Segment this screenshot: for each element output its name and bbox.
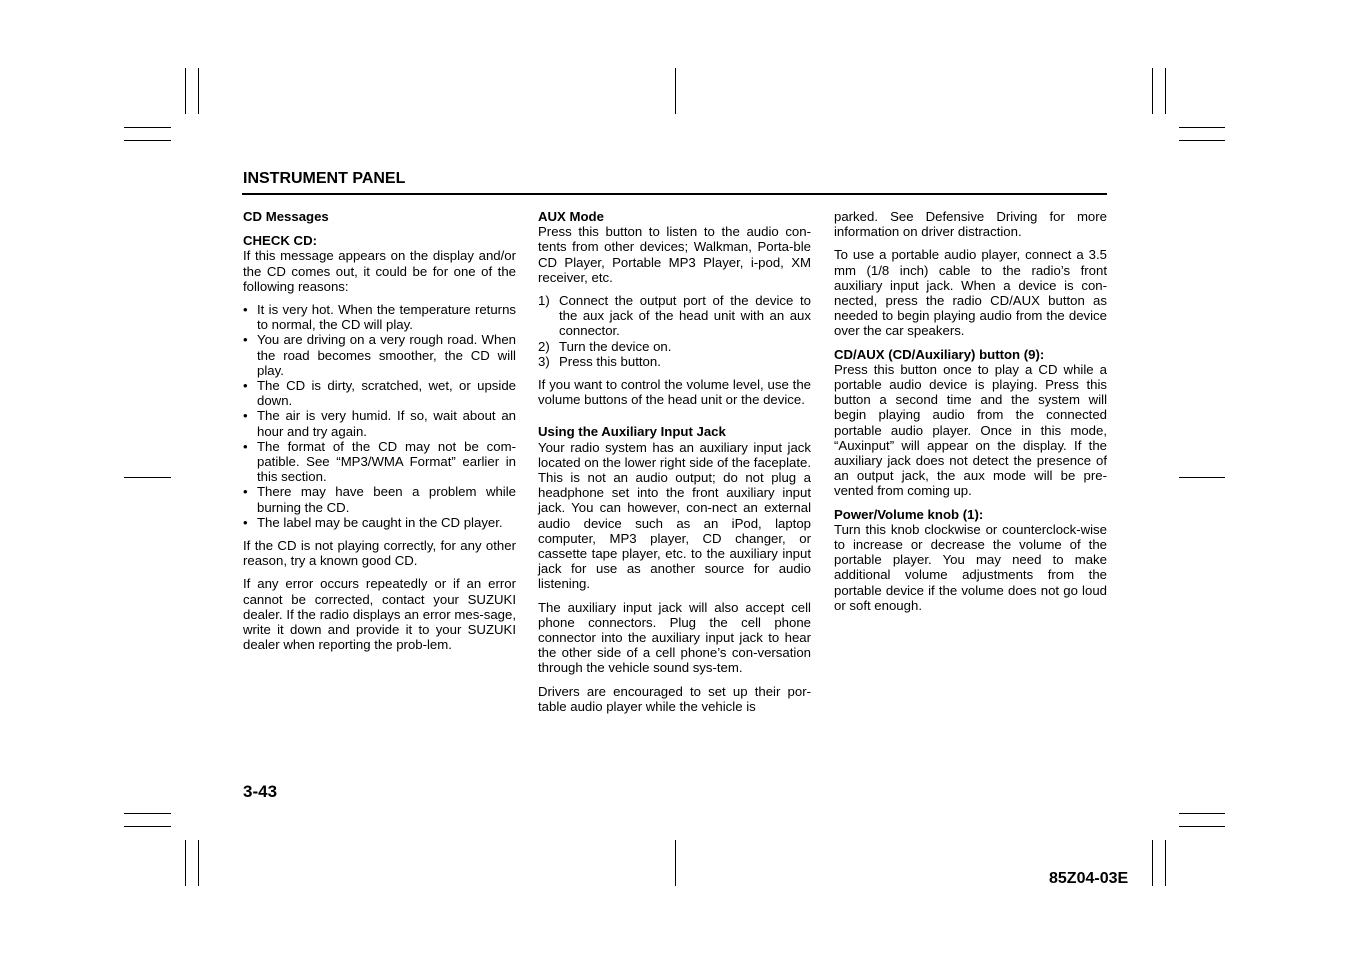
- crop-mark: [675, 68, 676, 114]
- list-item: • The label may be caught in the CD player.: [243, 515, 516, 530]
- crop-mark: [124, 826, 171, 827]
- page-number: 3-43: [243, 782, 278, 801]
- list-item: • The CD is dirty, scratched, wet, or upside down.: [243, 378, 516, 408]
- crop-mark: [124, 813, 171, 814]
- paragraph: Press this button once to play a CD while a portable audio device is playing. Press this button a second time and the system will begin playing audio from the connected portable audio player. Once in this mode, “Auxinput” will appear on the display. If the auxiliary jack does not detect the presence of an output jack, the aux mode will be pre-vented from coming up.: [834, 361, 1107, 499]
- check-cd-heading: CHECK CD:: [243, 233, 317, 249]
- steps-list: [538, 293, 811, 369]
- paragraph: Your radio system has an auxiliary input jack located on the lower right side of the faceplate. This is not an audio output; do not plug a headphone set into the front auxiliary input jack. You can however, con-nect an external audio device such as an iPod, laptop computer, MP3 player, CD changer, or cassette tape player, etc. to the auxiliary input jack for use as another source for audio listening.: [538, 439, 811, 592]
- check-cd-intro: If this message appears on the display and/or the CD comes out, it could be for one of the following reasons:: [243, 248, 516, 294]
- cd-aux-button-heading: CD/AUX (CD/Auxiliary) button (9):: [834, 346, 1045, 362]
- list-item: [538, 339, 811, 354]
- aux-mode-intro: Press this button to listen to the audio con-tents from other devices; Walkman, Porta-ble CD Player, Portable MP3 Player, i-pod, XM receiver, etc.: [538, 224, 811, 285]
- crop-mark: [185, 840, 186, 886]
- paragraph: If you want to control the volume level, use the volume buttons of the head unit or the device.: [538, 377, 811, 408]
- paragraph: parked. See Defensive Driving for more information on driver distraction.: [834, 209, 1107, 240]
- column-2: [538, 209, 811, 722]
- cd-messages-heading: CD Messages: [243, 209, 329, 224]
- paragraph: If the CD is not playing correctly, for any other reason, try a known good CD.: [243, 538, 516, 569]
- power-volume-knob-heading: Power/Volume knob (1):: [834, 506, 984, 522]
- list-item: • It is very hot. When the temperature returns to normal, the CD will play.: [243, 302, 516, 332]
- paragraph: To use a portable audio player, connect a 3.5 mm (1/8 inch) cable to the radio’s front auxiliary input jack. When a device is con-nected, press the radio CD/AUX button as needed to begin playing audio from the device over the car speakers.: [834, 247, 1107, 339]
- column-3: [834, 209, 1107, 621]
- document-code: 85Z04-03E: [1049, 870, 1129, 887]
- list-item: [538, 354, 811, 369]
- crop-mark: [1179, 826, 1225, 827]
- list-item: [538, 293, 811, 339]
- step-number: 1): [538, 293, 550, 309]
- list-item: • The air is very humid. If so, wait about an hour and try again.: [243, 408, 516, 438]
- step-number: 2): [538, 338, 550, 354]
- column-1: [243, 209, 516, 660]
- paragraph: Turn this knob clockwise or counterclock-wise to increase or decrease the volume of the portable player. You may need to make additional volume adjustments from the portable device if the volume does not go loud or soft enough.: [834, 521, 1107, 613]
- step-number: 3): [538, 353, 550, 369]
- paragraph: The auxiliary input jack will also accept cell phone connectors. Plug the cell phone connector into the auxiliary input jack to hear the other side of a cell phone’s con-versation through the vehicle sound sys-tem.: [538, 599, 811, 676]
- crop-mark: [1179, 127, 1225, 128]
- crop-mark: [1165, 68, 1166, 114]
- aux-jack-heading: Using the Auxiliary Input Jack: [538, 424, 726, 440]
- crop-mark: [1152, 840, 1153, 886]
- crop-mark: [198, 840, 199, 886]
- crop-mark: [675, 840, 676, 886]
- crop-mark: [124, 140, 171, 141]
- step-text: Connect the output port of the device to the aux jack of the head unit with an aux connector.: [559, 293, 811, 339]
- crop-mark: [1179, 813, 1225, 814]
- crop-mark: [185, 68, 186, 114]
- crop-mark: [1152, 68, 1153, 114]
- crop-mark: [1179, 140, 1225, 141]
- aux-mode-heading: AUX Mode: [538, 209, 604, 224]
- crop-mark: [198, 68, 199, 114]
- crop-mark: [124, 127, 171, 128]
- list-item: • You are driving on a very rough road. When the road becomes smoother, the CD will play.: [243, 332, 516, 378]
- crop-mark: [1165, 840, 1166, 886]
- list-item: • There may have been a problem while burning the CD.: [243, 484, 516, 514]
- section-title: INSTRUMENT PANEL: [243, 170, 406, 187]
- step-text: Turn the device on.: [559, 338, 672, 354]
- title-rule: [242, 193, 1107, 195]
- paragraph: If any error occurs repeatedly or if an error cannot be corrected, contact your SUZUKI dealer. If the radio displays an error mes-sage, write it down and provide it to your SUZUKI dealer when reporting the prob-lem.: [243, 576, 516, 653]
- reasons-list: [243, 302, 516, 530]
- crop-mark: [1179, 477, 1225, 478]
- step-text: Press this button.: [559, 353, 661, 369]
- paragraph: Drivers are encouraged to set up their por-table audio player while the vehicle is: [538, 683, 811, 714]
- list-item: • The format of the CD may not be com-patible. See “MP3/WMA Format” earlier in this section.: [243, 439, 516, 485]
- crop-mark: [124, 477, 171, 478]
